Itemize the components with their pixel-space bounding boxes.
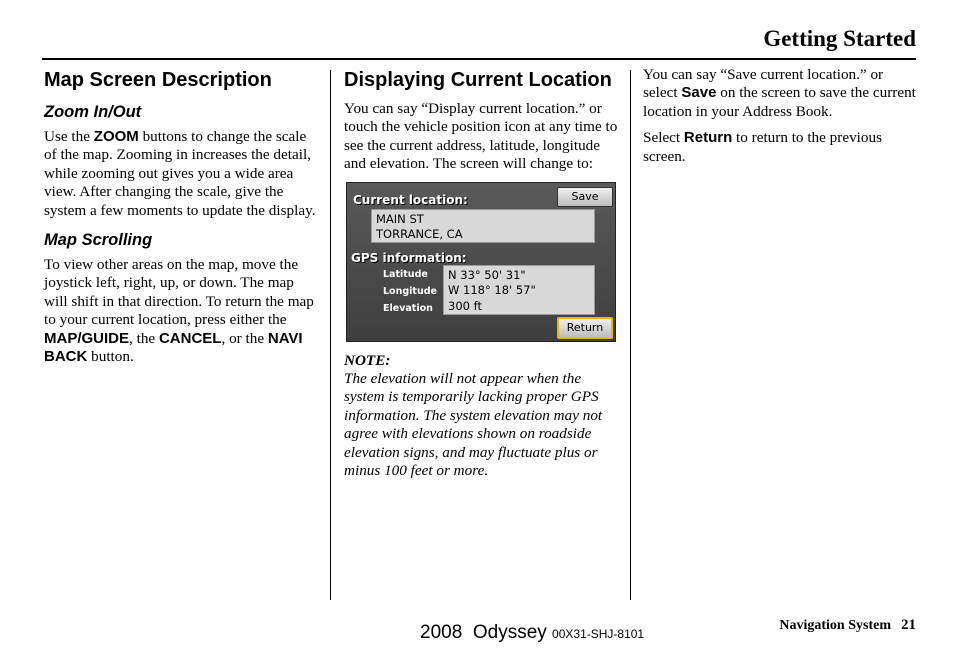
return-button[interactable]: Return <box>557 317 613 339</box>
note-label: NOTE: <box>344 351 391 369</box>
elevation-value: 300 ft <box>448 298 482 313</box>
column-divider-1 <box>330 70 331 600</box>
footer-nav <box>779 617 916 634</box>
save-keyword: Save <box>681 84 717 102</box>
address-city: TORRANCE, CA <box>376 226 463 241</box>
gps-values-box <box>443 265 595 315</box>
longitude-value: W 118° 18' 57" <box>448 283 536 298</box>
column-divider-2 <box>630 70 631 600</box>
latitude-label: Latitude <box>383 268 428 280</box>
column-save-return <box>643 66 918 174</box>
map-guide-keyword: MAP/GUIDE <box>44 329 130 347</box>
longitude-label: Longitude <box>383 285 437 297</box>
cancel-keyword: CANCEL <box>158 329 222 347</box>
zoom-keyword: ZOOM <box>93 128 139 145</box>
model-year: 2008 <box>420 622 463 643</box>
gps-information-label: GPS information: <box>351 250 467 265</box>
model-code: 00X31-SHJ-8101 <box>552 627 645 641</box>
elevation-label: Elevation <box>383 302 433 314</box>
model-name: Odyssey <box>472 622 547 643</box>
column-map-screen <box>44 66 316 374</box>
header-rule <box>42 58 916 60</box>
subheading-zoom: Zoom In/Out <box>44 103 142 121</box>
current-location-label: Current location: <box>353 192 468 207</box>
footer-model <box>420 622 644 644</box>
nav-screen-screenshot <box>346 182 616 342</box>
save-button[interactable]: Save <box>557 187 613 207</box>
subheading-scrolling: Map Scrolling <box>44 231 153 250</box>
latitude-value: N 33° 50' 31" <box>448 267 526 282</box>
footer-nav-label: Navigation System <box>779 618 891 633</box>
navi-back-keyword: NAVI BACK <box>44 329 303 366</box>
section-title-map-screen: Map Screen Description <box>44 69 272 91</box>
note-text: The elevation will not appear when the system is temporarily lacking proper GPS information. The system elevation may not agree with elevations shown on roadside elevation signs, and may fluctuate plus or minus 100 feet or more. <box>344 370 603 480</box>
page-header-title: Getting Started <box>763 26 916 51</box>
zoom-paragraph: Use the ZOOM buttons to change the scale of the map. Zooming in increases the detail, while zooming out gives you a wide area view. After changing the scale, give the system a few moments to update the display. <box>44 128 316 219</box>
address-street: MAIN ST <box>376 211 424 226</box>
address-box <box>371 209 595 243</box>
current-location-intro: You can say “Display current location.” or touch the vehicle position icon at any time to see the current address, latitude, longitude and elevation. The screen will change to: <box>344 100 618 173</box>
page-number: 21 <box>901 617 916 633</box>
save-paragraph: You can say “Save current location.” or select Save on the screen to save the current location in your Address Book. <box>643 66 916 120</box>
return-paragraph: Select Return to return to the previous screen. <box>643 129 882 165</box>
return-keyword: Return <box>683 129 733 147</box>
section-title-current-location: Displaying Current Location <box>344 69 612 91</box>
column-current-location <box>344 66 618 488</box>
scroll-paragraph: To view other areas on the map, move the joystick left, right, up, or down. The map will shift in that direction. To return the map to your current location, press either the MAP/GUIDE, the CANCEL, or the NAVI BACK button. <box>44 256 314 366</box>
gps-field-labels <box>383 266 437 317</box>
